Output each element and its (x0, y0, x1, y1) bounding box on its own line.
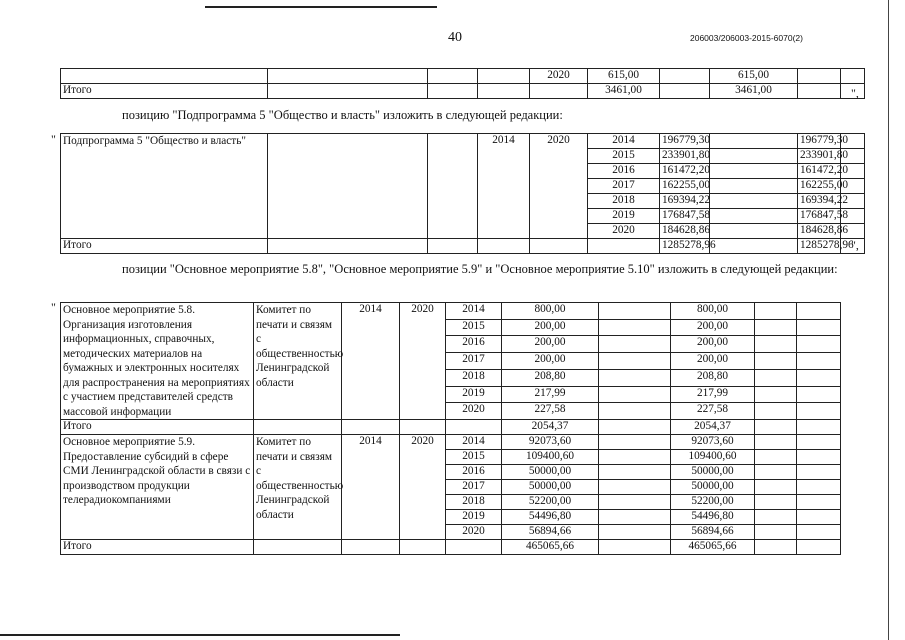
year-cell: 2015 (446, 319, 502, 336)
itogo-regional: 465065,66 (671, 540, 755, 555)
total-cell: 92073,60 (502, 435, 599, 450)
total-cell: 233901,80 (660, 149, 710, 164)
total-cell: 54496,80 (502, 510, 599, 525)
table-subprogram-5 (60, 133, 865, 254)
total-cell: 109400,60 (502, 450, 599, 465)
end-year: 2020 (400, 303, 446, 420)
total-cell: 217,99 (502, 386, 599, 403)
year-cell: 2018 (588, 194, 660, 209)
year-cell: 2018 (446, 495, 502, 510)
regional-cell: 50000,00 (671, 480, 755, 495)
regional-cell: 208,80 (671, 369, 755, 386)
bottom-rule (0, 634, 400, 636)
regional-cell: 161472,20 (798, 164, 841, 179)
itogo-total: 1285278,96 (660, 239, 710, 254)
page-number: 40 (448, 30, 462, 45)
table-row-itogo: Итого 3461,00 3461,00 (61, 84, 865, 99)
start-year: 2014 (342, 303, 400, 420)
open-quote: " (51, 132, 56, 146)
total-cell: 200,00 (502, 336, 599, 353)
itogo-total: 2054,37 (502, 420, 599, 435)
table-row: 2020 615,00 615,00 (61, 69, 865, 84)
table-row-itogo (61, 540, 841, 555)
year-cell: 2017 (446, 480, 502, 495)
activity-name: Основное мероприятие 5.8. Организация изготовления информационных, справочных, методических материалов на бумажных и электронных носителях для распространения на мероприятиях с участием представителей средств массовой информации (61, 303, 254, 420)
itogo-regional: 1285278,96 (798, 239, 841, 254)
instruction-paragraph-1: позицию "Подпрограмма 5 "Общество и власть" изложить в следующей редакции: (122, 108, 563, 122)
itogo-regional: 2054,37 (671, 420, 755, 435)
regional-cell: 217,99 (671, 386, 755, 403)
year-cell: 2019 (446, 510, 502, 525)
regional-cell: 200,00 (671, 319, 755, 336)
year-cell: 2016 (446, 465, 502, 480)
total-cell: 184628,86 (660, 224, 710, 239)
table-row (61, 435, 841, 450)
regional-cell: 162255,00 (798, 179, 841, 194)
year-cell: 2016 (588, 164, 660, 179)
end-year: 2020 (400, 435, 446, 540)
total-cell: 208,80 (502, 369, 599, 386)
open-quote: " (51, 300, 56, 314)
regional-cell: 200,00 (671, 336, 755, 353)
itogo-label: Итого (61, 239, 268, 254)
year-cell: 2019 (446, 386, 502, 403)
table-continuation (60, 68, 865, 99)
itogo-total: 465065,66 (502, 540, 599, 555)
itogo-label: Итого (61, 420, 254, 435)
year-cell: 2014 (446, 303, 502, 320)
table-row-itogo (61, 420, 841, 435)
total-cell: 50000,00 (502, 465, 599, 480)
executor: Комитет по печати и связям с общественностью Ленинградской области (254, 435, 342, 540)
regional-cell: 176847,58 (798, 209, 841, 224)
total-cell: 196779,30 (660, 134, 710, 149)
total-cell: 200,00 (502, 319, 599, 336)
close-quote: ", (851, 238, 859, 252)
year-cell: 2017 (588, 179, 660, 194)
year-cell: 2014 (446, 435, 502, 450)
year-cell: 2020 (446, 403, 502, 420)
start-year: 2014 (478, 134, 530, 239)
table-main-activities (60, 302, 841, 555)
regional-cell: 54496,80 (671, 510, 755, 525)
table-row (61, 303, 841, 320)
regional-cell: 169394,22 (798, 194, 841, 209)
table-row (61, 134, 865, 149)
year-cell: 2019 (588, 209, 660, 224)
end-year: 2020 (530, 134, 588, 239)
year-cell: 2016 (446, 336, 502, 353)
regional-cell: 56894,66 (671, 525, 755, 540)
total-cell: 169394,22 (660, 194, 710, 209)
page-edge (888, 0, 889, 640)
year-cell: 2020 (588, 224, 660, 239)
regional-cell: 52200,00 (671, 495, 755, 510)
regional-cell: 196779,30 (798, 134, 841, 149)
year-cell: 2018 (446, 369, 502, 386)
regional-cell: 227,58 (671, 403, 755, 420)
total-cell: 200,00 (502, 353, 599, 370)
regional-cell: 92073,60 (671, 435, 755, 450)
executor: Комитет по печати и связям с общественностью Ленинградской области (254, 303, 342, 420)
year-cell: 2015 (588, 149, 660, 164)
total-cell: 52200,00 (502, 495, 599, 510)
total-cell: 162255,00 (660, 179, 710, 194)
year-cell: 2015 (446, 450, 502, 465)
regional-cell: 50000,00 (671, 465, 755, 480)
total-cell: 227,58 (502, 403, 599, 420)
total-cell: 800,00 (502, 303, 599, 320)
regional-cell: 800,00 (671, 303, 755, 320)
regional-cell: 233901,80 (798, 149, 841, 164)
total-cell: 161472,20 (660, 164, 710, 179)
year-cell: 2017 (446, 353, 502, 370)
year-cell: 2020 (446, 525, 502, 540)
total-cell: 176847,58 (660, 209, 710, 224)
regional-cell: 200,00 (671, 353, 755, 370)
itogo-label: Итого (61, 540, 254, 555)
activity-name: Основное мероприятие 5.9. Предоставление субсидий в сфере СМИ Ленинградской области в связи с производством продукции телерадиокомпаниями (61, 435, 254, 540)
document-number: 206003/206003-2015-6070(2) (690, 33, 803, 43)
start-year: 2014 (342, 435, 400, 540)
total-cell: 50000,00 (502, 480, 599, 495)
year-cell: 2014 (588, 134, 660, 149)
regional-cell: 184628,86 (798, 224, 841, 239)
close-quote: ", (851, 86, 859, 100)
subprogram-name: Подпрограмма 5 "Общество и власть" (61, 134, 268, 239)
instruction-paragraph-2: позиции "Основное мероприятие 5.8", "Основное мероприятие 5.9" и "Основное мероприятие 5.10" изложить в следующей редакции: (122, 262, 838, 276)
regional-cell: 109400,60 (671, 450, 755, 465)
table-row-itogo (61, 239, 865, 254)
total-cell: 56894,66 (502, 525, 599, 540)
top-rule (205, 6, 437, 8)
